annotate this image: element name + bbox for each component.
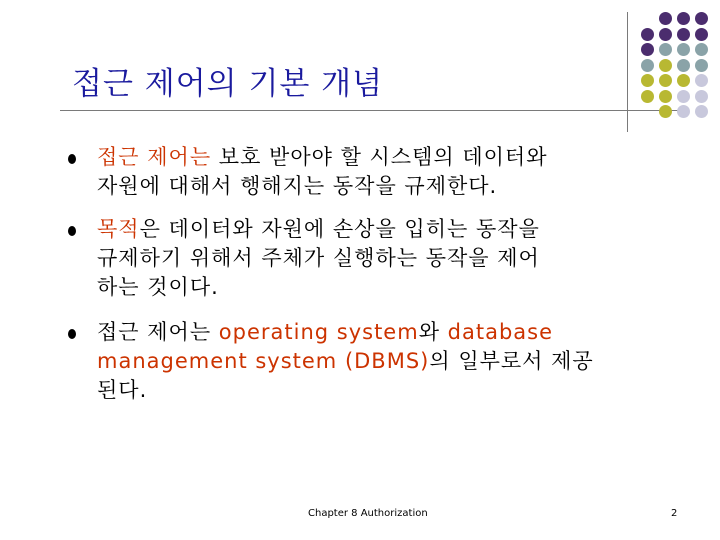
decorative-dot — [677, 28, 690, 41]
decorative-dot — [659, 28, 672, 41]
text-run: 하는 것이다. — [97, 275, 219, 299]
decorative-dot — [677, 43, 690, 56]
text-run: 된다. — [97, 378, 148, 402]
bullet-marker — [68, 226, 76, 236]
slide-title: 접근 제어의 기본 개념 — [72, 66, 384, 102]
bullet-line — [97, 143, 687, 172]
decorative-dot — [659, 105, 672, 118]
text-run: 의 일부로서 제공 — [429, 349, 594, 373]
bullet-line — [97, 347, 687, 376]
bullet-marker — [68, 154, 76, 164]
bullet-line — [97, 273, 687, 302]
text-run: 자원에 대해서 행해지는 동작을 규제한다. — [97, 174, 498, 198]
bullet-line — [97, 376, 687, 405]
highlighted-term: 목적 — [97, 217, 140, 241]
decorative-dot — [695, 74, 708, 87]
bullet-line — [97, 215, 687, 244]
decorative-dot — [659, 12, 672, 25]
decorative-dot — [695, 12, 708, 25]
decorative-dot — [677, 74, 690, 87]
decorative-dot — [695, 105, 708, 118]
text-run: 와 — [418, 320, 448, 344]
bullet-text — [97, 215, 687, 302]
decorative-dot — [695, 43, 708, 56]
decorative-dot-grid — [637, 10, 717, 118]
corner-vertical-rule — [627, 12, 628, 132]
title-underline — [60, 110, 678, 111]
highlighted-term: operating system — [218, 320, 419, 344]
text-run: 보호 받아야 할 시스템의 데이터와 — [211, 145, 548, 169]
bullet-line — [97, 244, 687, 273]
decorative-dot — [659, 74, 672, 87]
decorative-dot — [641, 90, 654, 103]
bullet-text — [97, 318, 687, 405]
decorative-dot — [641, 28, 654, 41]
decorative-dot — [659, 43, 672, 56]
decorative-dot — [641, 43, 654, 56]
highlighted-term: database — [447, 320, 554, 344]
highlighted-term: 접근 제어는 — [97, 145, 212, 169]
text-run: 규제하기 위해서 주체가 실행하는 동작을 제어 — [97, 246, 540, 270]
bullet-line — [97, 172, 687, 201]
bullet-line — [97, 318, 687, 347]
decorative-dot — [695, 90, 708, 103]
decorative-dot — [695, 28, 708, 41]
footer-caption: Chapter 8 Authorization — [308, 508, 428, 519]
text-run: 접근 제어는 — [97, 320, 219, 344]
decorative-dot — [641, 74, 654, 87]
decorative-dot — [641, 59, 654, 72]
highlighted-term: management system (DBMS) — [97, 349, 430, 373]
decorative-dot — [659, 59, 672, 72]
decorative-dot — [677, 59, 690, 72]
bullet-text — [97, 143, 687, 201]
page-number: 2 — [671, 508, 678, 519]
text-run: 은 데이터와 자원에 손상을 입히는 동작을 — [139, 217, 540, 241]
decorative-dot — [659, 90, 672, 103]
decorative-dot — [695, 59, 708, 72]
decorative-dot — [677, 105, 690, 118]
bullet-marker — [68, 329, 76, 339]
decorative-dot — [677, 12, 690, 25]
decorative-dot — [677, 90, 690, 103]
